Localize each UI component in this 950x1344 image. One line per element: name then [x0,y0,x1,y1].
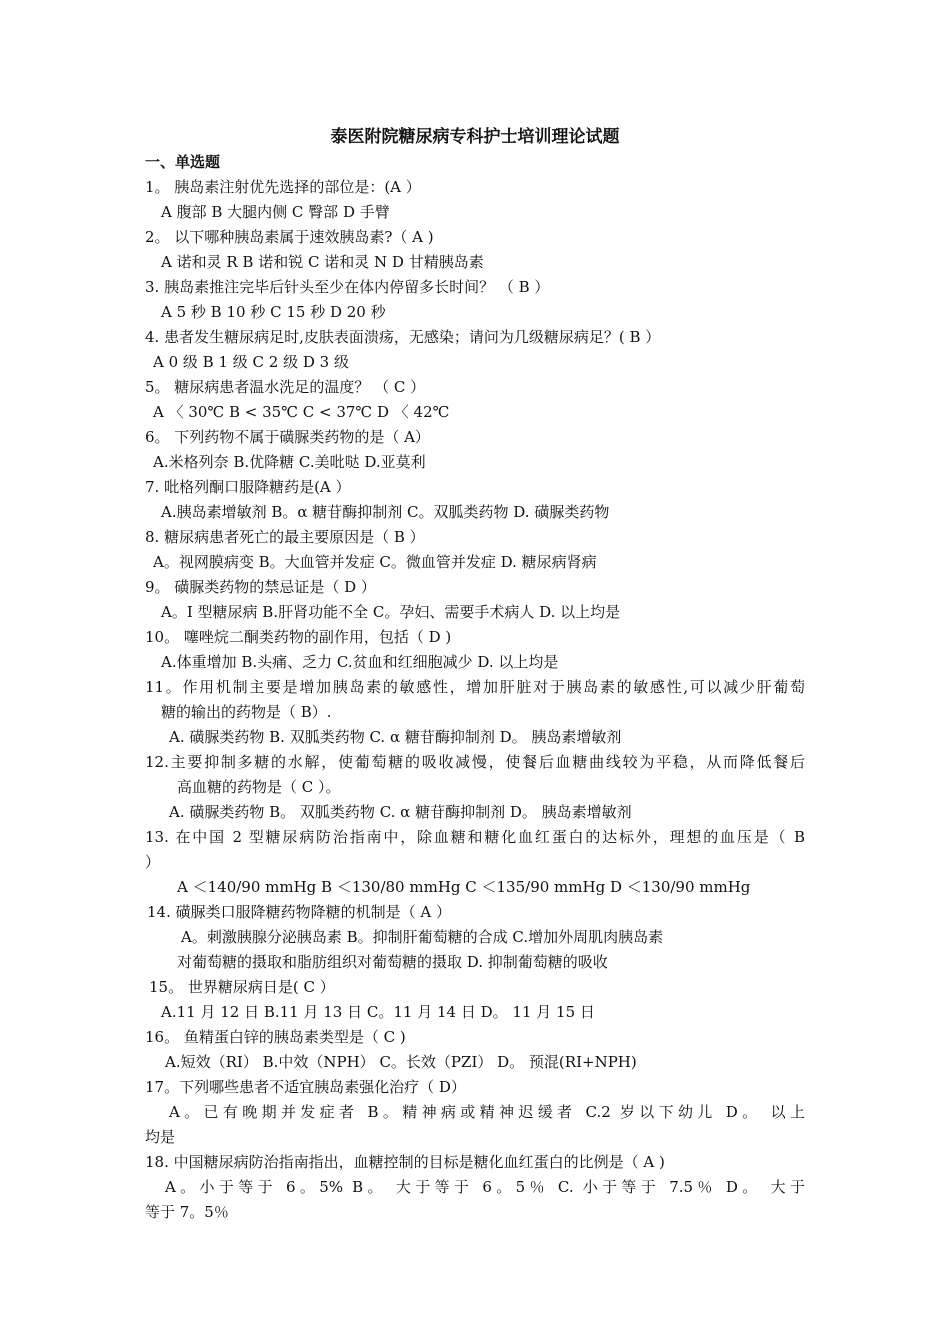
question-11-cont: 糖的输出的药物是（ B）. [161,703,332,721]
options-8: A。视网膜病变 B。大血管并发症 C。微血管并发症 D. 糖尿病肾病 [153,553,597,571]
question-13: 13. 在中国 2 型糖尿病防治指南中，除血糖和糖化血红蛋白的达标外，理想的血压是（ B [145,828,805,846]
options-3: A 5 秒 B 10 秒 C 15 秒 D 20 秒 [161,303,386,321]
question-2: 2。 以下哪种胰岛素属于速效胰岛素?（ A ) [145,228,434,246]
question-15: 15。 世界糖尿病日是( C ） [149,978,335,996]
options-13: A ＜140/90 mmHg B ＜130/80 mmHg C ＜135/90 mmHg D ＜130/90 mmHg [177,878,751,896]
question-12-cont: 高血糖的药物是（ C ）。 [177,778,341,796]
options-12: A. 磺脲类药物 B。 双胍类药物 C. α 糖苷酶抑制剂 D。 胰岛素增敏剂 [169,803,632,821]
question-7: 7. 吡格列酮口服降糖药是(A ） [145,478,351,496]
options-14: A。刺激胰腺分泌胰岛素 B。抑制肝葡萄糖的合成 C.增加外周肌肉胰岛素 [181,928,664,946]
options-17: A。已有晚期并发症者 B。精神病或精神迟缓者 C.2 岁以下幼儿 D。 以上 [169,1103,805,1121]
question-4: 4. 患者发生糖尿病足时,皮肤表面溃疡，无感染；请问为几级糖尿病足？( B ） [145,328,661,346]
options-16: A.短效（RI） B.中效（NPH） C。长效（PZI） D。 预混(RI+NPH) [165,1053,637,1071]
options-10: A.体重增加 B.头痛、乏力 C.贫血和红细胞减少 D. 以上均是 [161,653,559,671]
options-5: A 〈 30℃ B < 35℃ C < 37℃ D 〈 42℃ [153,403,450,421]
question-14: 14. 磺脲类口服降糖药物降糖的机制是（ A ） [147,903,451,921]
question-6: 6。 下列药物不属于磺脲类药物的是（ A） [145,428,430,446]
options-14-cont: 对葡萄糖的摄取和脂肪组织对葡萄糖的摄取 D. 抑制葡萄糖的吸收 [177,953,608,971]
question-10: 10。 噻唑烷二酮类药物的副作用，包括（ D ) [145,628,452,646]
options-6: A.米格列奈 B.优降糖 C.美吡哒 D.亚莫利 [153,453,426,471]
options-2: A 诺和灵 R B 诺和锐 C 诺和灵 N D 甘精胰岛素 [161,253,484,271]
options-17-cont: 均是 [145,1128,176,1146]
question-1: 1。 胰岛素注射优先选择的部位是：(A ） [145,178,421,196]
options-15: A.11 月 12 日 B.11 月 13 日 C。11 月 14 日 D。 11 月 15 日 [161,1003,595,1021]
options-18: A。小于等于 6。5% B。 大于等于 6。5％ C. 小于等于 7.5％ D。 大于 [165,1178,805,1196]
question-18: 18. 中国糖尿病防治指南指出，血糖控制的目标是糖化血红蛋白的比例是（ A ) [145,1153,665,1171]
question-8: 8. 糖尿病患者死亡的最主要原因是（ B ） [145,528,425,546]
question-12: 12.主要抑制多糖的水解，使葡萄糖的吸收减慢，使餐后血糖曲线较为平稳，从而降低餐后 [145,753,805,771]
question-11: 11。作用机制主要是增加胰岛素的敏感性，增加肝脏对于胰岛素的敏感性,可以减少肝葡萄 [145,678,805,696]
question-17: 17。下列哪些患者不适宜胰岛素强化治疗（ D） [145,1078,466,1096]
question-5: 5。 糖尿病患者温水洗足的温度？ （ C ） [145,378,426,396]
options-9: A。I 型糖尿病 B.肝肾功能不全 C。孕妇、需要手术病人 D. 以上均是 [161,603,621,621]
document-title: 泰医附院糖尿病专科护士培训理论试题 [330,127,620,147]
options-1: A 腹部 B 大腿内侧 C 臀部 D 手臂 [161,203,390,221]
options-18-cont: 等于 7。5％ [145,1203,229,1221]
options-11: A. 磺脲类药物 B. 双胍类药物 C. α 糖苷酶抑制剂 D。 胰岛素增敏剂 [169,728,622,746]
options-4: A 0 级 B 1 级 C 2 级 D 3 级 [153,353,349,371]
question-13-cont: ） [145,853,161,871]
options-7: A.胰岛素增敏剂 B。α 糖苷酶抑制剂 C。双胍类药物 D. 磺脲类药物 [161,503,610,521]
question-9: 9。 磺脲类药物的禁忌证是（ D ） [145,578,376,596]
question-16: 16。 鱼精蛋白锌的胰岛素类型是（ C ) [145,1028,406,1046]
question-3: 3. 胰岛素推注完毕后针头至少在体内停留多长时间？ （ B ） [145,278,550,296]
section-heading: 一、单选题 [145,153,221,171]
